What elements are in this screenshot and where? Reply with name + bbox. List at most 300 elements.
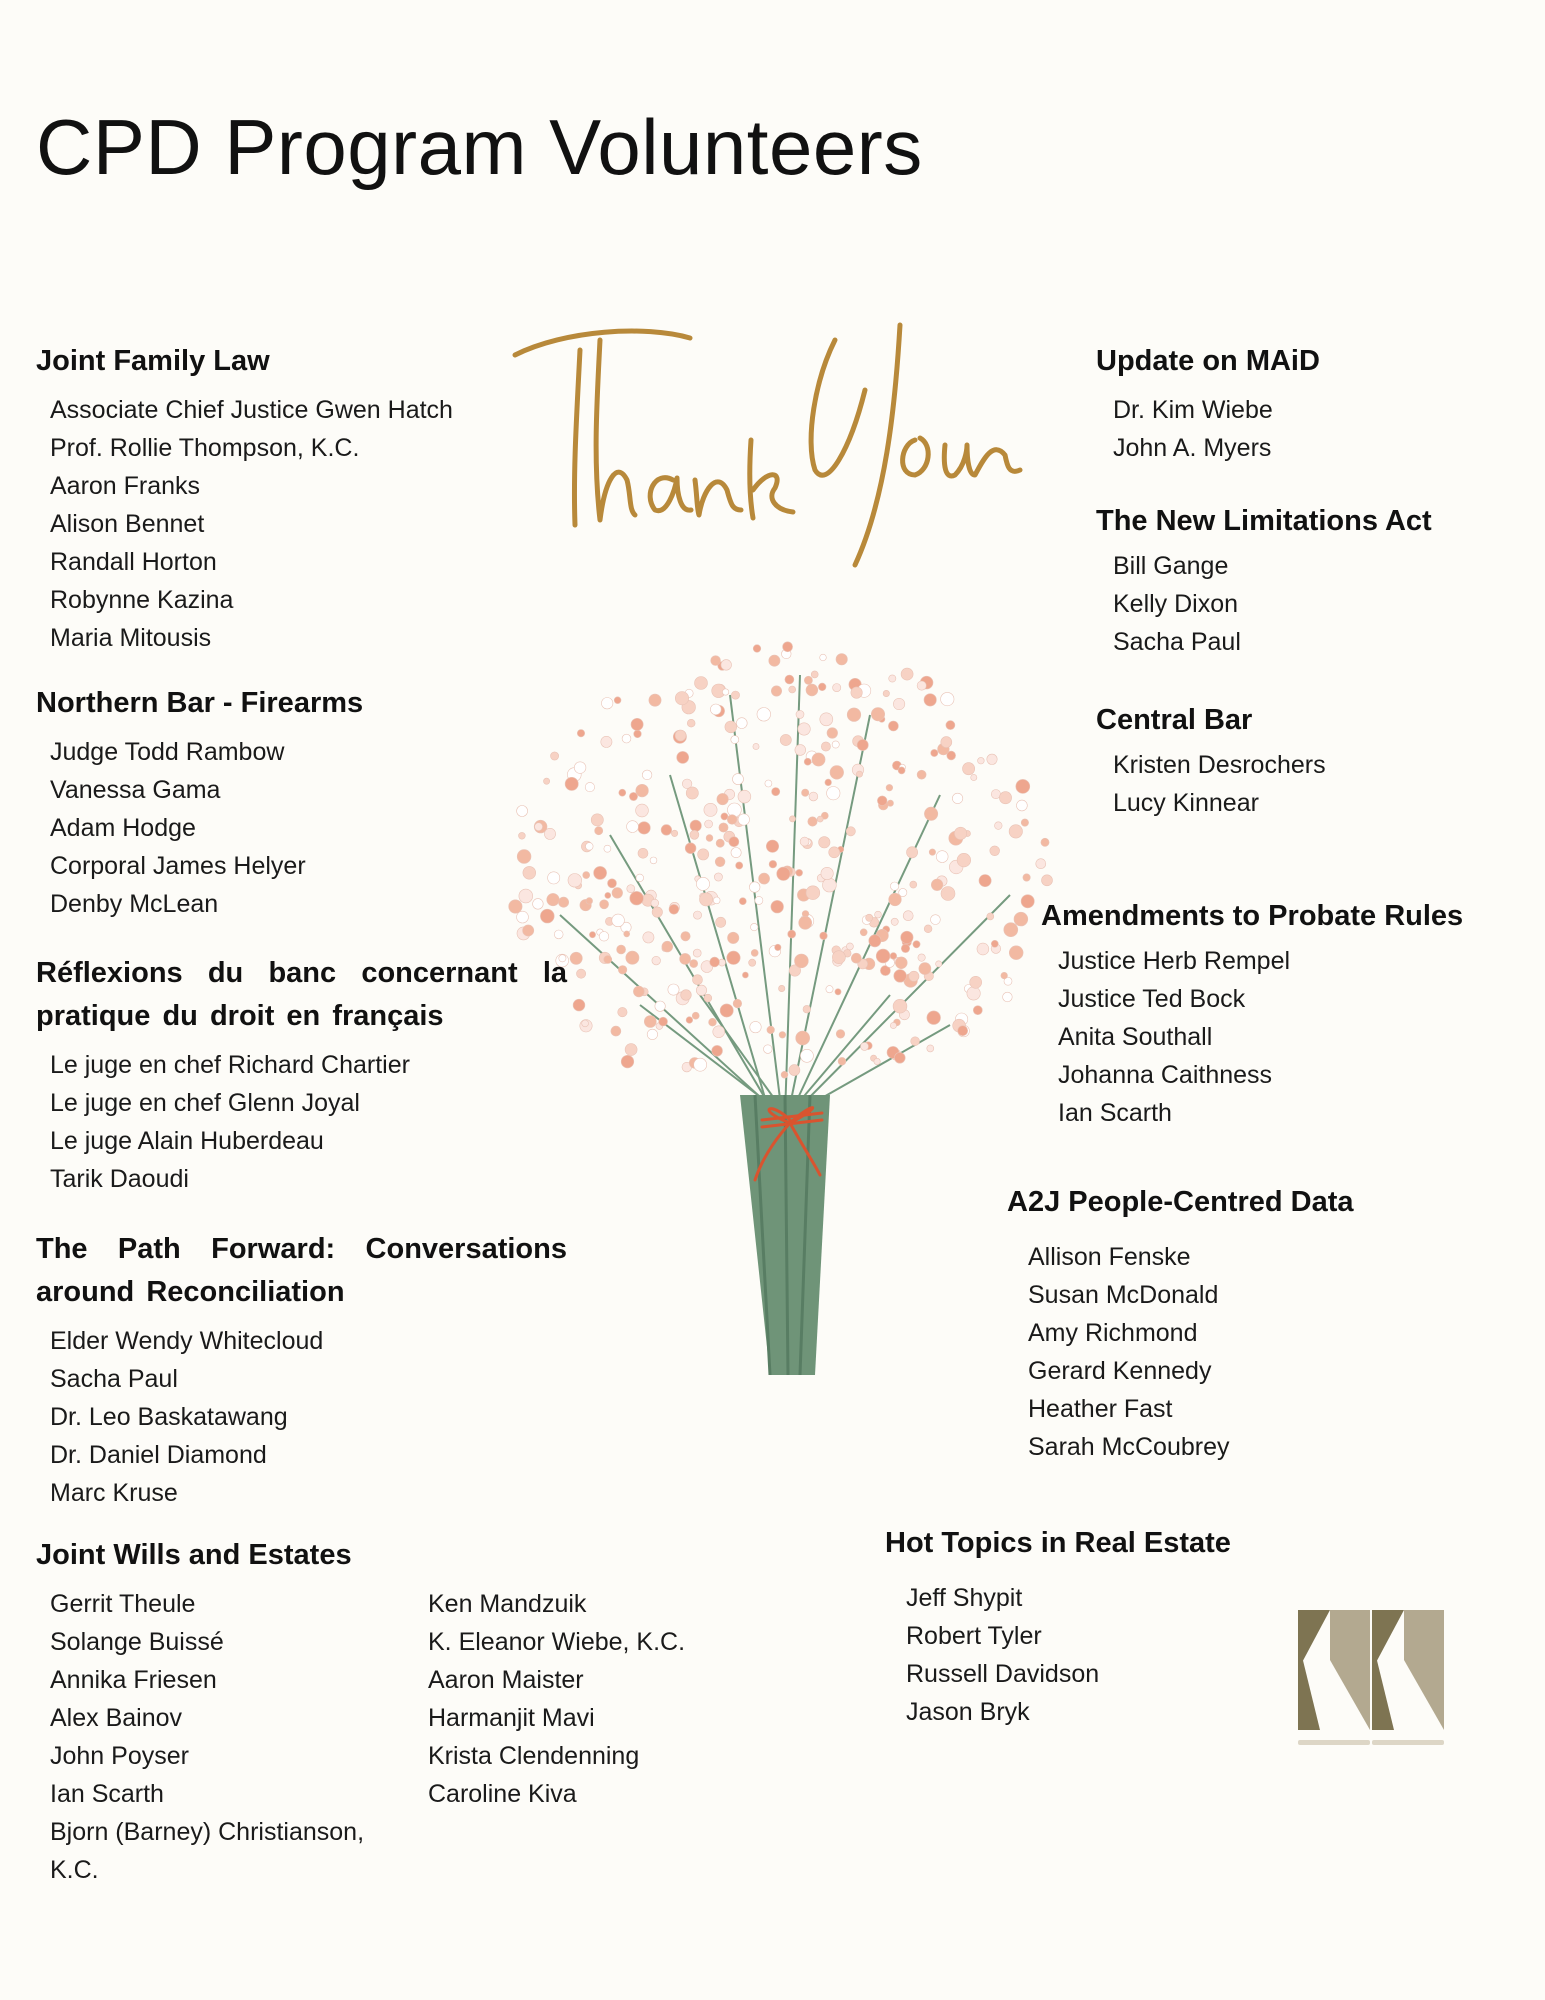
blossom: [826, 986, 833, 993]
volunteer-name: Kelly Dixon: [1113, 590, 1239, 618]
organization-logo: [1290, 1600, 1450, 1760]
blossom: [809, 792, 818, 801]
blossom: [835, 989, 841, 995]
blossom: [655, 1001, 665, 1011]
blossom: [821, 867, 833, 879]
bouquet-blossoms: [509, 642, 1053, 1078]
blossom: [751, 923, 758, 930]
blossom: [577, 730, 584, 737]
blossom: [738, 790, 751, 803]
blossom: [924, 925, 932, 933]
volunteer-name: Dr. Kim Wiebe: [1113, 396, 1273, 424]
blossom: [987, 913, 994, 920]
blossom: [626, 951, 639, 964]
blossom: [769, 655, 780, 666]
volunteer-list: [50, 1322, 567, 1512]
blossom: [911, 1037, 920, 1046]
blossom: [987, 754, 997, 764]
blossom: [736, 862, 743, 869]
blossom: [1003, 992, 1013, 1002]
blossom: [704, 994, 712, 1002]
blossom: [651, 899, 659, 907]
volunteer-name: Lucy Kinnear: [1113, 789, 1259, 817]
blossom: [627, 885, 635, 893]
blossom: [883, 690, 889, 696]
blossom: [846, 827, 855, 836]
blossom: [583, 872, 590, 879]
blossom: [825, 779, 832, 786]
blossom: [638, 848, 648, 858]
blossom: [662, 941, 673, 952]
blossom: [1021, 895, 1034, 908]
volunteer-name: Randall Horton: [50, 548, 217, 576]
blossom: [789, 1065, 800, 1076]
blossom: [751, 949, 758, 956]
blossom: [832, 741, 839, 748]
blossom: [661, 825, 672, 836]
blossom: [909, 971, 919, 981]
blossom: [866, 914, 873, 921]
volunteer-name: Ken Mandzuik: [428, 1590, 587, 1618]
volunteer-name: Jeff Shypit: [906, 1584, 1023, 1612]
volunteer-name: Sacha Paul: [50, 1365, 178, 1393]
volunteer-name: Bill Gange: [1113, 552, 1229, 580]
volunteer-name: Johanna Caithness: [1058, 1061, 1273, 1089]
volunteer-name: Jason Bryk: [906, 1698, 1030, 1726]
blossom: [913, 941, 920, 948]
volunteer-name: Solange Buissé: [50, 1628, 224, 1656]
volunteer-name: Gerrit Theule: [50, 1590, 196, 1618]
blossom: [1009, 946, 1023, 960]
blossom: [876, 949, 890, 963]
volunteer-name: Aaron Franks: [50, 472, 201, 500]
blossom: [706, 835, 713, 842]
blossom: [890, 953, 897, 960]
blossom: [725, 721, 737, 733]
blossom: [681, 990, 692, 1001]
blossom: [675, 730, 686, 741]
blossom: [833, 684, 841, 692]
blossom: [565, 777, 578, 790]
blossom: [582, 1020, 589, 1027]
volunteer-name: John A. Myers: [1113, 434, 1272, 462]
blossom: [631, 718, 643, 730]
blossom: [602, 698, 613, 709]
blossom: [817, 816, 823, 822]
blossom: [891, 918, 898, 925]
blossom: [941, 887, 955, 901]
blossom: [963, 763, 975, 775]
volunteer-list-col1: [50, 1585, 414, 1889]
volunteer-name: Le juge en chef Richard Chartier: [50, 1051, 410, 1079]
blossom: [685, 843, 696, 854]
blossom: [559, 897, 569, 907]
blossom: [924, 807, 937, 820]
blossom: [738, 814, 749, 825]
blossom: [690, 830, 699, 839]
blossom: [618, 1007, 627, 1016]
blossom: [931, 879, 943, 891]
blossom: [649, 694, 661, 706]
section-northern-bar-firearms: [36, 682, 556, 923]
volunteer-name: Dr. Daniel Diamond: [50, 1441, 267, 1469]
volunteer-name: Judge Todd Rambow: [50, 738, 285, 766]
blossom: [812, 753, 825, 766]
volunteer-name: Kristen Desrochers: [1113, 751, 1326, 779]
blossom: [642, 770, 652, 780]
blossom: [846, 943, 853, 950]
blossom: [1023, 874, 1030, 881]
section-joint-wills-estates: [36, 1534, 756, 1889]
blossom: [779, 1032, 786, 1039]
blossom: [895, 957, 907, 969]
section-heading: Central Bar: [1096, 704, 1253, 736]
blossom: [888, 721, 898, 731]
blossom: [716, 839, 724, 847]
blossom: [785, 675, 794, 684]
blossom: [936, 961, 942, 967]
blossom: [681, 932, 690, 941]
blossom: [860, 929, 867, 936]
blossom: [612, 914, 625, 927]
blossom: [871, 708, 884, 721]
blossom: [636, 804, 649, 817]
section-heading: Amendments to Probate Rules: [1041, 900, 1464, 932]
blossom: [686, 1017, 693, 1024]
blossom: [647, 1029, 657, 1039]
blossom: [753, 645, 761, 653]
blossom: [692, 1012, 699, 1019]
volunteer-name: Bjorn (Barney) Christianson, K.C.: [50, 1818, 365, 1884]
blossom: [695, 677, 708, 690]
blossom: [796, 710, 804, 718]
blossom: [693, 911, 701, 919]
blossom: [630, 891, 644, 905]
blossom: [595, 827, 603, 835]
volunteer-name: Dr. Leo Baskatawang: [50, 1403, 288, 1431]
blossom: [690, 820, 701, 831]
volunteer-name: Russell Davidson: [906, 1660, 1100, 1688]
blossom: [970, 976, 982, 988]
section-heading: Joint Family Law: [36, 345, 270, 377]
blossom: [995, 822, 1003, 830]
section-a2j-data: [1007, 1181, 1487, 1466]
blossom: [917, 681, 926, 690]
blossom: [901, 944, 909, 952]
blossom: [798, 723, 810, 735]
volunteer-name: Sacha Paul: [1113, 628, 1241, 656]
volunteer-list: [1058, 942, 1521, 1132]
blossom: [677, 751, 689, 763]
blossom: [523, 925, 534, 936]
blossom: [927, 1011, 941, 1025]
blossom: [696, 877, 709, 890]
blossom: [799, 916, 812, 929]
blossom: [755, 896, 763, 904]
blossom: [599, 932, 609, 942]
thank-you-lettering: [515, 325, 1020, 565]
blossom: [750, 1021, 761, 1032]
blossom: [827, 787, 840, 800]
blossom: [800, 1049, 813, 1062]
blossom: [573, 999, 585, 1011]
blossom: [898, 767, 905, 774]
blossom: [1009, 825, 1022, 838]
volunteer-name: Associate Chief Justice Gwen Hatch: [50, 396, 453, 424]
blossom: [1001, 972, 1008, 979]
blossom: [827, 728, 838, 739]
blossom: [971, 774, 977, 780]
blossom: [727, 951, 740, 964]
blossom: [946, 721, 955, 730]
blossom: [765, 780, 772, 787]
blossom: [671, 830, 677, 836]
section-real-estate: [885, 1522, 1305, 1731]
blossom: [591, 814, 603, 826]
blossom: [927, 1045, 934, 1052]
volunteer-name: Denby McLean: [50, 890, 219, 918]
volunteer-name: Ian Scarth: [1058, 1099, 1172, 1127]
section-central-bar: [1096, 699, 1516, 822]
blossom: [910, 881, 917, 888]
logo-mark: [1298, 1610, 1444, 1745]
thank-you-script: [505, 320, 1035, 580]
blossom: [621, 1055, 634, 1068]
blossom: [1016, 779, 1030, 793]
blossom: [838, 1057, 846, 1065]
blossom: [554, 930, 563, 939]
blossom: [836, 1030, 845, 1039]
blossom: [917, 770, 926, 779]
blossom: [769, 860, 777, 868]
blossom: [803, 1005, 811, 1013]
blossom: [731, 736, 739, 744]
blossom: [625, 1044, 637, 1056]
volunteer-name: Robert Tyler: [906, 1622, 1042, 1650]
blossom: [694, 1058, 707, 1071]
blossom: [617, 945, 626, 954]
blossom: [715, 857, 725, 867]
blossom: [941, 737, 952, 748]
blossom: [669, 904, 679, 914]
blossom: [967, 987, 980, 1000]
blossom: [1014, 912, 1028, 926]
blossom: [600, 900, 609, 909]
blossom: [991, 940, 998, 947]
section-probate-rules: [1041, 895, 1521, 1132]
blossom: [856, 771, 862, 777]
blossom: [680, 953, 691, 964]
blossom: [820, 713, 833, 726]
blossom: [886, 784, 893, 791]
section-heading: The New Limitations Act: [1096, 505, 1432, 537]
blossom: [806, 684, 818, 696]
blossom: [796, 869, 803, 876]
blossom: [877, 796, 887, 806]
blossom: [659, 1017, 668, 1026]
section-new-limitations-act: [1096, 500, 1516, 661]
blossom: [717, 793, 728, 804]
volunteer-name: Robynne Kazina: [50, 586, 234, 614]
blossom: [978, 757, 985, 764]
blossom: [954, 827, 966, 839]
blossom: [749, 882, 760, 893]
blossom: [804, 676, 812, 684]
volunteer-name: Le juge en chef Glenn Joyal: [50, 1089, 360, 1117]
blossom: [874, 1058, 880, 1064]
blossom: [687, 719, 695, 727]
blossom: [638, 822, 650, 834]
blossom: [622, 734, 631, 743]
blossom: [777, 867, 790, 880]
blossom: [652, 907, 662, 917]
blossom: [696, 985, 706, 995]
volunteer-name: Elder Wendy Whitecloud: [50, 1327, 324, 1355]
volunteer-list: [1113, 391, 1516, 467]
blossom: [690, 960, 698, 968]
blossom: [721, 660, 732, 671]
blossom: [698, 849, 709, 860]
volunteer-name: Harmanjit Mavi: [428, 1704, 595, 1732]
blossom: [650, 857, 657, 864]
volunteer-name: Le juge Alain Huberdeau: [50, 1127, 324, 1155]
blossom: [727, 815, 737, 825]
blossom: [700, 893, 713, 906]
blossom: [979, 875, 991, 887]
volunteer-list-col2: [428, 1585, 685, 1889]
section-heading: Joint Wills and Estates: [36, 1539, 352, 1571]
blossom: [668, 984, 679, 995]
blossom: [711, 656, 721, 666]
blossom: [795, 954, 809, 968]
blossom: [832, 951, 845, 964]
blossom: [574, 762, 586, 774]
volunteer-list: [50, 1046, 567, 1198]
blossom: [633, 986, 644, 997]
blossom: [577, 969, 586, 978]
blossom: [614, 697, 621, 704]
blossom: [771, 900, 784, 913]
blossom: [749, 959, 756, 966]
volunteer-name: Caroline Kiva: [428, 1780, 577, 1808]
volunteer-name: Vanessa Gama: [50, 776, 221, 804]
blossom: [808, 817, 817, 826]
blossom: [713, 897, 720, 904]
blossom: [893, 698, 904, 709]
blossom: [1021, 819, 1028, 826]
blossom: [990, 846, 1000, 856]
blossom: [710, 957, 720, 967]
volunteer-name: Marc Kruse: [50, 1479, 178, 1507]
section-update-on-maid: [1096, 340, 1516, 467]
blossom: [721, 813, 728, 820]
blossom: [716, 917, 726, 927]
blossom: [936, 851, 948, 863]
blossom: [830, 766, 844, 780]
two-column-list: [36, 1577, 756, 1889]
blossom: [742, 972, 748, 978]
blossom: [894, 970, 907, 983]
volunteer-name: Justice Herb Rempel: [1058, 947, 1291, 975]
blossom: [728, 932, 739, 943]
volunteer-name: Prof. Rollie Thompson, K.C.: [50, 434, 360, 462]
blossom: [907, 847, 918, 858]
blossom: [720, 1004, 733, 1017]
blossom: [847, 708, 861, 722]
blossom: [733, 774, 744, 785]
section-heading: Update on MAiD: [1096, 345, 1320, 377]
blossom: [772, 788, 780, 796]
blossom: [836, 654, 847, 665]
blossom: [739, 898, 746, 905]
blossom: [775, 944, 781, 950]
blossom: [819, 837, 830, 848]
blossom: [889, 675, 896, 682]
blossom: [604, 956, 612, 964]
blossom: [806, 886, 820, 900]
blossom: [821, 742, 830, 751]
blossom: [977, 943, 989, 955]
blossom: [568, 874, 582, 888]
volunteer-name: Sarah McCoubrey: [1028, 1433, 1230, 1461]
blossom: [675, 692, 688, 705]
blossom: [759, 873, 770, 884]
bouquet-stalk: [740, 1095, 830, 1375]
volunteer-name: Justice Ted Bock: [1058, 985, 1246, 1013]
blossom: [999, 792, 1011, 804]
blossom: [766, 840, 778, 852]
blossom: [901, 668, 913, 680]
blossom: [608, 879, 617, 888]
blossom: [829, 847, 840, 858]
blossom: [818, 683, 826, 691]
blossom: [918, 954, 925, 961]
volunteer-name: Alex Bainov: [50, 1704, 183, 1732]
volunteer-name: Susan McDonald: [1028, 1281, 1219, 1309]
blossom: [627, 821, 639, 833]
section-heading: A2J People-Centred Data: [1007, 1186, 1354, 1218]
blossom: [618, 966, 627, 975]
volunteer-name: Allison Fenske: [1028, 1243, 1191, 1271]
volunteer-name: Tarik Daoudi: [50, 1165, 189, 1193]
volunteer-list: [1113, 746, 1516, 822]
blossom: [903, 911, 913, 921]
page-title: CPD Program Volunteers: [36, 103, 923, 191]
blossom: [952, 793, 962, 803]
volunteer-name: Adam Hodge: [50, 814, 196, 842]
blossom: [931, 749, 938, 756]
blossom: [712, 1045, 723, 1056]
volunteer-list: [906, 1579, 1305, 1731]
blossom: [788, 930, 796, 938]
blossom: [869, 935, 881, 947]
blossom: [619, 789, 626, 796]
blossom: [714, 873, 722, 881]
blossom: [890, 882, 898, 890]
volunteer-name: Anita Southall: [1058, 1023, 1213, 1051]
blossom: [780, 734, 791, 745]
blossom: [875, 911, 882, 918]
blossom: [652, 956, 661, 965]
volunteer-name: Maria Mitousis: [50, 624, 212, 652]
volunteer-name: Ian Scarth: [50, 1780, 164, 1808]
blossom: [586, 898, 593, 905]
blossom: [736, 718, 747, 729]
blossom: [586, 843, 594, 851]
blossom: [820, 654, 827, 661]
volunteer-name: Krista Clendenning: [428, 1742, 640, 1770]
volunteer-name: Aaron Maister: [428, 1666, 584, 1694]
